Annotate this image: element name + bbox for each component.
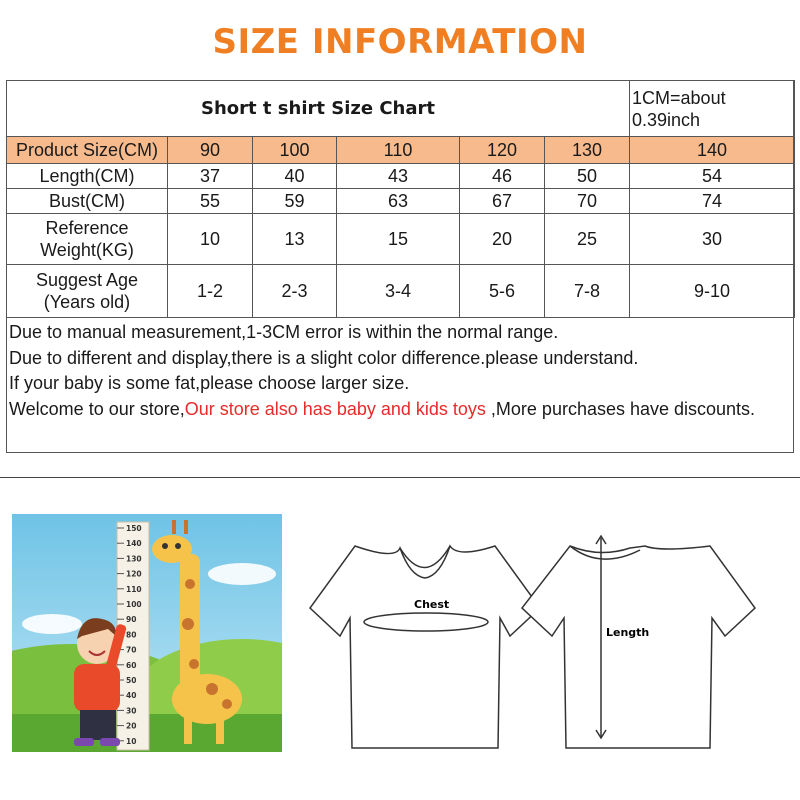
table-cell: 3-4 bbox=[337, 265, 460, 318]
ruler-tick-label: 60 bbox=[126, 660, 137, 670]
tshirt-diagram bbox=[300, 508, 794, 756]
table-cell: 25 bbox=[545, 214, 630, 265]
table-cell: 9-10 bbox=[630, 265, 795, 318]
size-120: 120 bbox=[460, 137, 545, 164]
table-cell: 13 bbox=[253, 214, 337, 265]
row-label-length: Length(CM) bbox=[7, 164, 168, 189]
row-label-bust: Bust(CM) bbox=[7, 189, 168, 214]
cloud-shape bbox=[22, 614, 82, 634]
page-title: SIZE INFORMATION bbox=[212, 22, 588, 62]
tshirt-front-shape bbox=[310, 546, 540, 748]
table-cell: 67 bbox=[460, 189, 545, 214]
ruler-tick-label: 90 bbox=[126, 615, 137, 625]
row-label-weight-line2: Weight(KG) bbox=[40, 240, 134, 260]
table-cell: 63 bbox=[337, 189, 460, 214]
size-140: 140 bbox=[630, 137, 795, 164]
table-cell: 50 bbox=[545, 164, 630, 189]
table-cell: 10 bbox=[168, 214, 253, 265]
ruler-tick-label: 110 bbox=[126, 584, 142, 594]
ruler-tick-label: 40 bbox=[126, 691, 137, 701]
note-line: If your baby is some fat,please choose larger size. bbox=[9, 373, 410, 393]
note-end: ,More purchases have discounts. bbox=[485, 398, 756, 419]
note-highlight: Our store also has baby and kids toys bbox=[184, 398, 486, 419]
ruler-tick-label: 80 bbox=[126, 630, 137, 640]
cloud-shape bbox=[208, 563, 276, 585]
table-cell: 2-3 bbox=[253, 265, 337, 318]
ruler-tick-label: 140 bbox=[126, 539, 142, 549]
ruler-tick-label: 10 bbox=[126, 736, 137, 746]
size-100: 100 bbox=[253, 137, 337, 164]
table-cell: 7-8 bbox=[545, 265, 630, 318]
table-cell: 15 bbox=[337, 214, 460, 265]
note-line: Due to different and display,there is a slight color difference.please understand. bbox=[9, 347, 639, 368]
note-welcome: Welcome to our store, bbox=[9, 398, 185, 419]
chart-title: Short t shirt Size Chart bbox=[7, 81, 630, 137]
ruler-tick-label: 120 bbox=[126, 569, 142, 579]
table-cell: 59 bbox=[253, 189, 337, 214]
row-label-age-line2: (Years old) bbox=[43, 292, 131, 312]
height-illustration bbox=[12, 514, 282, 752]
tshirt-svg bbox=[300, 508, 794, 756]
notes-block bbox=[9, 320, 789, 422]
table-cell: 1-2 bbox=[168, 265, 253, 318]
size-90: 90 bbox=[168, 137, 253, 164]
table-cell: 20 bbox=[460, 214, 545, 265]
chest-label: Chest bbox=[414, 598, 450, 611]
ruler-tick-label: 50 bbox=[126, 676, 137, 685]
ruler-tick-label: 130 bbox=[126, 554, 142, 564]
table-cell: 55 bbox=[168, 189, 253, 214]
table-cell: 43 bbox=[337, 164, 460, 189]
size-110: 110 bbox=[337, 137, 460, 164]
table-cell: 70 bbox=[545, 189, 630, 214]
divider bbox=[0, 477, 800, 478]
table-cell: 5-6 bbox=[460, 265, 545, 318]
ruler-tick-label: 150 bbox=[126, 524, 142, 533]
table-cell: 30 bbox=[630, 214, 795, 265]
header-label: Product Size(CM) bbox=[7, 137, 168, 164]
table-cell: 37 bbox=[168, 164, 253, 189]
table-cell: 54 bbox=[630, 164, 795, 189]
illustration-svg bbox=[12, 514, 282, 752]
ruler-tick-label: 70 bbox=[126, 645, 137, 655]
note-line: Due to manual measurement,1-3CM error is within the normal range. bbox=[9, 322, 559, 342]
cm-conversion-note: 1CM=about 0.39inch bbox=[630, 81, 795, 137]
row-label-weight-line1: Reference bbox=[45, 218, 129, 238]
table-cell: 46 bbox=[460, 164, 545, 189]
ruler-tick-label: 20 bbox=[126, 721, 137, 731]
size-130: 130 bbox=[545, 137, 630, 164]
row-label-age-line1: Suggest Age bbox=[35, 270, 139, 290]
table-cell: 74 bbox=[630, 189, 795, 214]
note-line bbox=[9, 397, 789, 423]
ruler-tick-label: 30 bbox=[126, 706, 137, 716]
tshirt-back-shape bbox=[522, 546, 755, 748]
length-label: Length bbox=[606, 626, 650, 639]
ruler-tick-label: 100 bbox=[126, 600, 142, 609]
table-cell: 40 bbox=[253, 164, 337, 189]
